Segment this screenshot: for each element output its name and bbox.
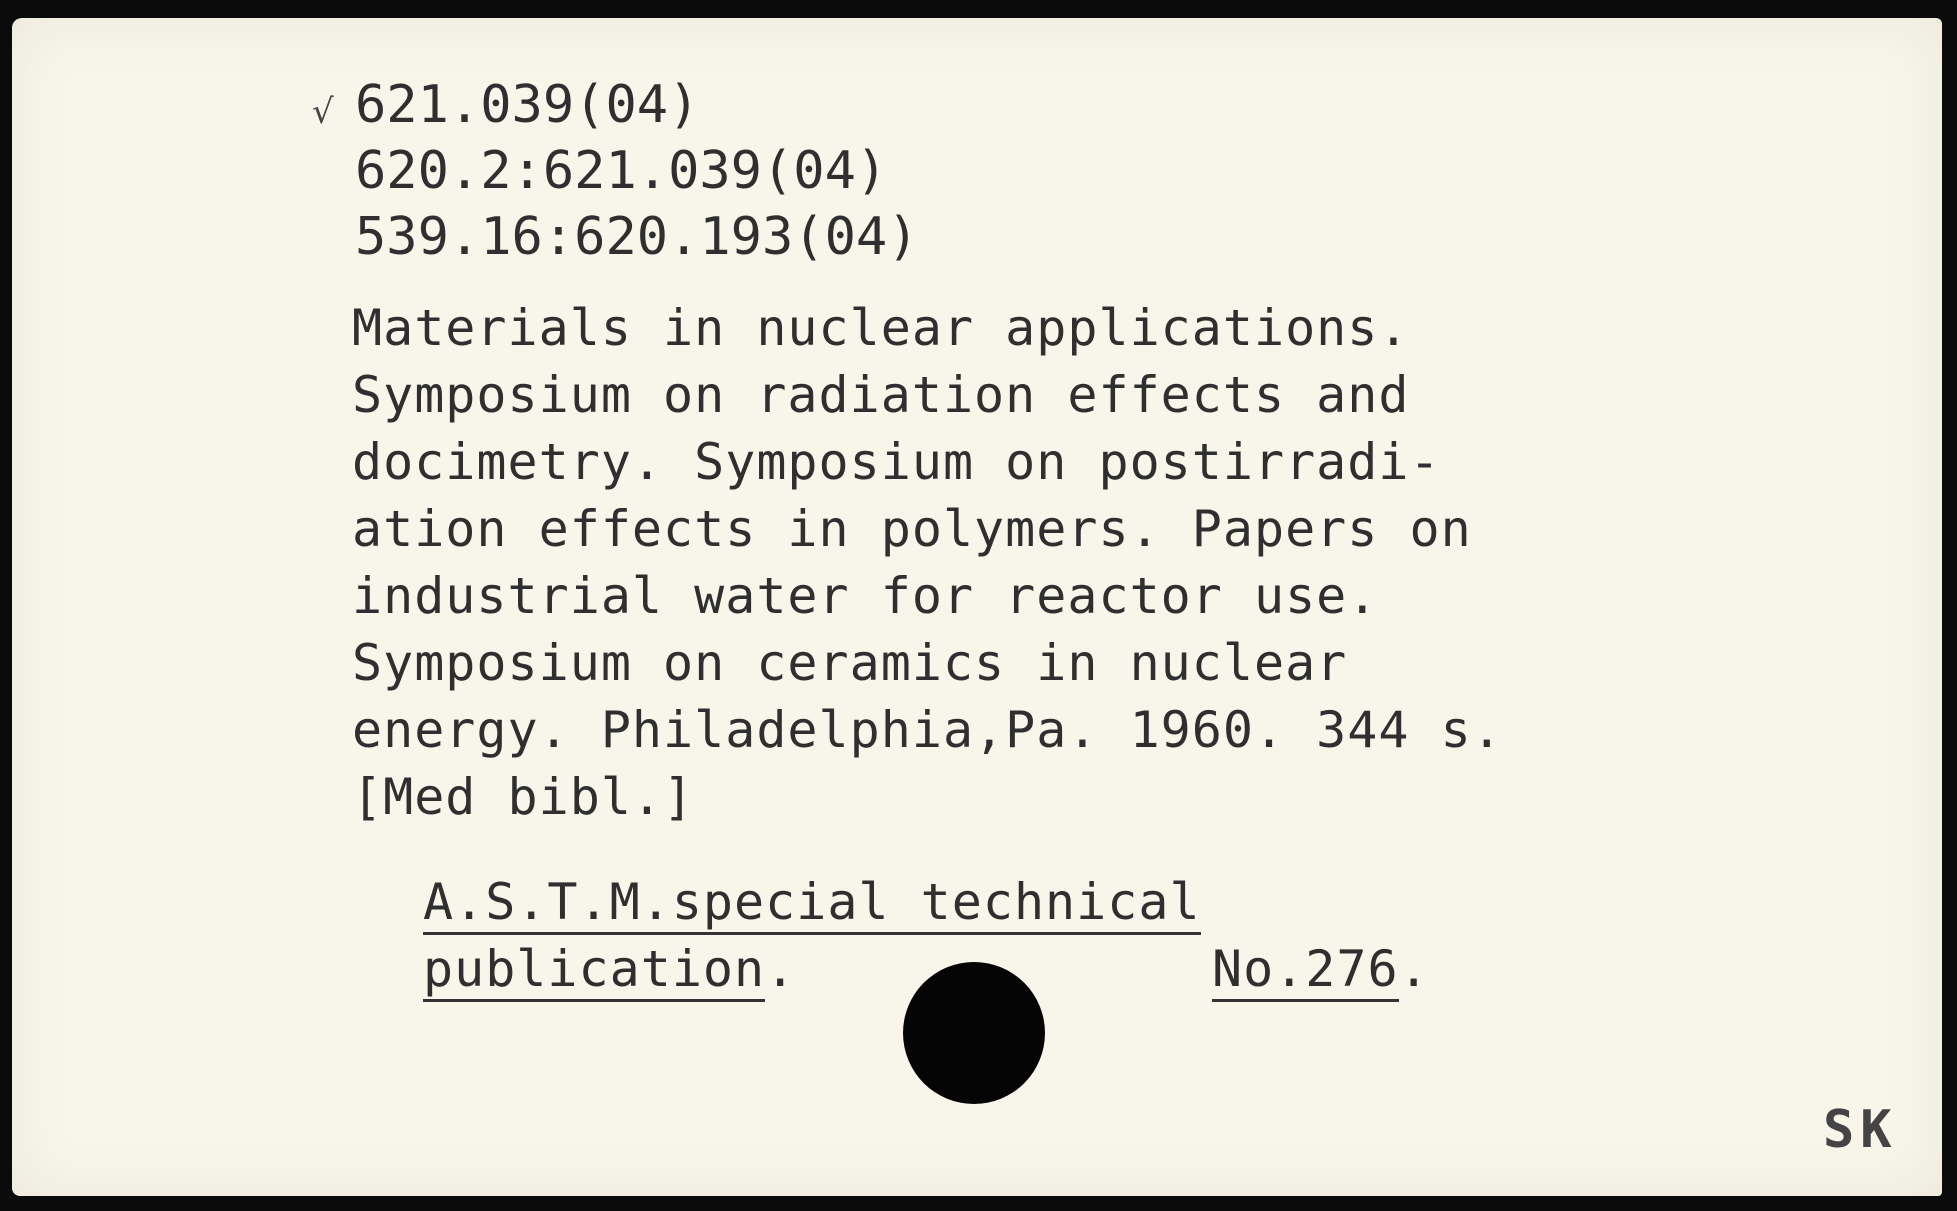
- punch-hole: [903, 962, 1045, 1104]
- description-line: Symposium on radiation effects and: [352, 366, 1410, 424]
- description-line: docimetry. Symposium on postirradi-: [352, 433, 1441, 491]
- series-line-1: [423, 868, 1201, 936]
- classification-number-1: 621.039(04): [355, 75, 700, 135]
- description-line: [Med bibl.]: [352, 768, 695, 826]
- series-number: [1212, 935, 1430, 1003]
- series-line-2: [423, 935, 796, 1003]
- sk-stamp: SK: [1823, 1100, 1898, 1160]
- series-title-part1: A.S.T.M.special technical: [423, 873, 1201, 935]
- series-title-period: .: [765, 940, 797, 998]
- description-line: energy. Philadelphia,Pa. 1960. 344 s.: [352, 701, 1503, 759]
- description-line: ation effects in polymers. Papers on: [352, 500, 1472, 558]
- series-title-part2: publication: [423, 940, 765, 1002]
- series-number-period: .: [1398, 940, 1430, 998]
- classification-number-2: 620.2:621.039(04): [355, 141, 888, 201]
- check-mark-icon: √: [312, 92, 334, 132]
- description-line: Symposium on ceramics in nuclear: [352, 634, 1348, 692]
- description-text: [352, 295, 1503, 831]
- series-number-text: No.276: [1212, 940, 1399, 1002]
- classification-number-3: 539.16:620.193(04): [355, 207, 919, 267]
- description-line: industrial water for reactor use.: [352, 567, 1379, 625]
- description-line: Materials in nuclear applications.: [352, 299, 1410, 357]
